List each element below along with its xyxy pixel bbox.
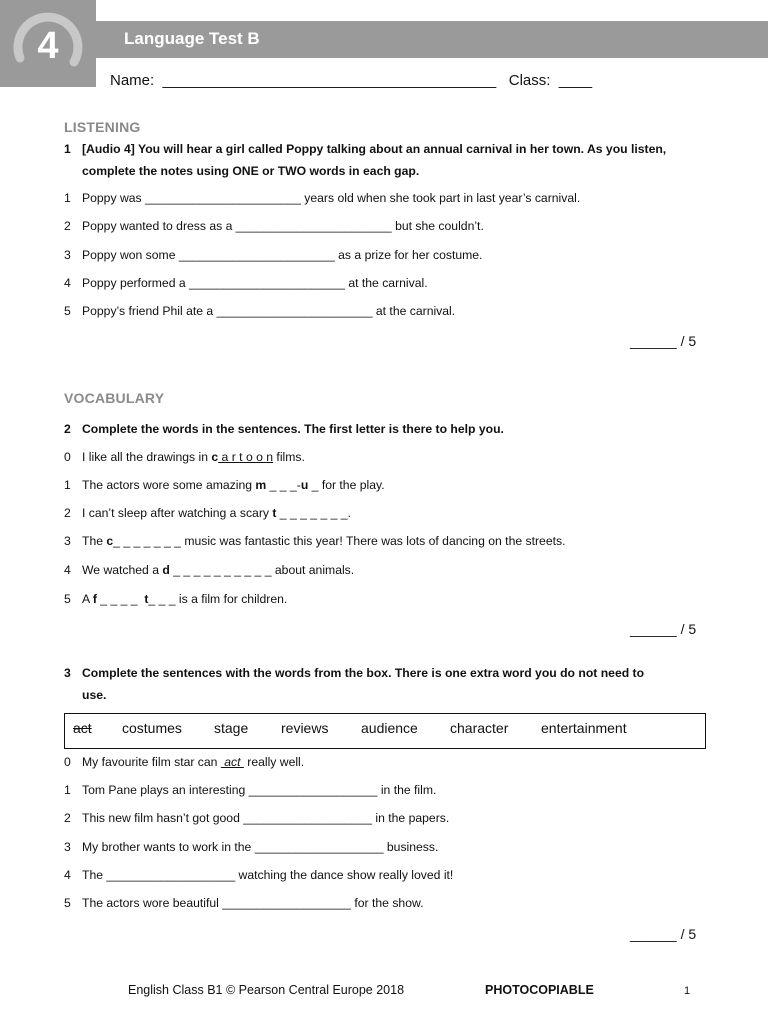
list-item bbox=[64, 450, 305, 464]
name-field[interactable]: ________________________________________ bbox=[162, 72, 497, 89]
item-text: _ _ _ is a film for children. bbox=[148, 592, 288, 606]
box-word: costumes bbox=[122, 720, 182, 736]
list-item bbox=[64, 840, 438, 854]
list-item bbox=[64, 868, 453, 882]
listening-instruction bbox=[64, 138, 714, 182]
name-line bbox=[110, 72, 592, 89]
box-word: audience bbox=[361, 720, 418, 736]
item-number: 1 bbox=[64, 478, 71, 492]
example-answer: a r t o o n bbox=[218, 450, 274, 464]
list-item bbox=[64, 276, 428, 290]
item-text: My brother wants to work in the ___________________ business. bbox=[82, 840, 439, 854]
item-text: Poppy won some _______________________ as a prize for her costume. bbox=[82, 248, 483, 262]
list-item bbox=[64, 534, 565, 548]
listening-title: LISTENING bbox=[64, 119, 141, 135]
box-word: reviews bbox=[281, 720, 329, 736]
listening-score: ______ / 5 bbox=[630, 333, 697, 349]
item-number: 1 bbox=[64, 783, 71, 797]
box-word: stage bbox=[214, 720, 249, 736]
item-number: 4 bbox=[64, 276, 71, 290]
item-number: 0 bbox=[64, 755, 71, 769]
item-number: 5 bbox=[64, 896, 71, 910]
item-text: Poppy wanted to dress as a _______________________ but she couldn’t. bbox=[82, 219, 484, 233]
item-text: The bbox=[82, 534, 107, 548]
list-item bbox=[64, 478, 385, 492]
list-item bbox=[64, 592, 287, 606]
page-title: Language Test B bbox=[124, 29, 260, 48]
item-number: 5 bbox=[64, 592, 71, 606]
box-word: act bbox=[73, 720, 92, 736]
name-label: Name: bbox=[110, 72, 155, 89]
blank: _ _ _- bbox=[266, 478, 301, 492]
exercise-number: 1 bbox=[64, 142, 71, 156]
header-bar bbox=[96, 21, 768, 58]
item-number: 2 bbox=[64, 506, 71, 520]
first-letter: d bbox=[162, 563, 170, 577]
first-letter: t bbox=[272, 506, 277, 520]
item-text: This new film hasn’t got good ___________________ in the papers. bbox=[82, 811, 450, 825]
item-number: 4 bbox=[64, 868, 71, 882]
blank: _ _ _ _ bbox=[96, 592, 145, 606]
list-item bbox=[64, 219, 484, 233]
item-text: The actors wore some amazing bbox=[82, 478, 256, 492]
item-number: 2 bbox=[64, 219, 71, 233]
item-text: Poppy’s friend Phil ate a _______________________ at the carnival. bbox=[82, 304, 456, 318]
item-text: I like all the drawings in bbox=[82, 450, 212, 464]
item-number: 0 bbox=[64, 450, 71, 464]
exercise-number: 3 bbox=[64, 666, 71, 680]
instruction-text: Complete the words in the sentences. The first letter is there to help you. bbox=[82, 422, 504, 436]
page-number: 1 bbox=[684, 985, 691, 997]
list-item bbox=[64, 896, 424, 910]
instruction-line-2: use. bbox=[82, 688, 107, 702]
item-number: 3 bbox=[64, 248, 71, 262]
circle-arc-icon bbox=[0, 0, 96, 87]
item-text: Tom Pane plays an interesting ___________________ in the film. bbox=[82, 783, 437, 797]
word-box bbox=[64, 713, 706, 749]
box-word: entertainment bbox=[541, 720, 627, 736]
exercise-3-instruction bbox=[64, 662, 724, 706]
list-item bbox=[64, 304, 455, 318]
class-field[interactable]: ____ bbox=[558, 72, 593, 89]
item-number: 2 bbox=[64, 811, 71, 825]
first-letter: f bbox=[92, 592, 97, 606]
item-text: Poppy was _______________________ years old when she took part in last year’s carnival. bbox=[82, 191, 581, 205]
item-text: The ___________________ watching the dance show really loved it! bbox=[82, 868, 454, 882]
item-text: The actors wore beautiful ___________________ for the show. bbox=[82, 896, 424, 910]
given-letter: t bbox=[144, 592, 149, 606]
item-number: 3 bbox=[64, 534, 71, 548]
item-number: 4 bbox=[64, 563, 71, 577]
instruction-line-1: [Audio 4] You will hear a girl called Poppy talking about an annual carnival in her town. As you listen, bbox=[82, 142, 667, 156]
example-answer: act bbox=[220, 755, 244, 769]
list-item bbox=[64, 783, 436, 797]
exercise-2-instruction bbox=[64, 418, 504, 440]
item-number: 5 bbox=[64, 304, 71, 318]
instruction-line-2: complete the notes using ONE or TWO words in each gap. bbox=[82, 164, 420, 178]
exercise-2-score: ______ / 5 bbox=[630, 621, 697, 637]
unit-badge bbox=[0, 0, 96, 87]
exercise-number: 2 bbox=[64, 422, 71, 436]
item-text: My favourite film star can bbox=[82, 755, 221, 769]
first-letter: c bbox=[106, 534, 114, 548]
first-letter: c bbox=[211, 450, 219, 464]
list-item bbox=[64, 811, 449, 825]
list-item bbox=[64, 191, 580, 205]
item-text: _ _ _ _ _ _ _ music was fantastic this year! There was lots of dancing on the streets. bbox=[113, 534, 566, 548]
footer-copyright: English Class B1 © Pearson Central Europe 2018 bbox=[128, 983, 405, 997]
footer-photocopiable: PHOTOCOPIABLE bbox=[485, 983, 594, 997]
item-text: I can’t sleep after watching a scary bbox=[82, 506, 273, 520]
item-text: _ _ _ _ _ _ _. bbox=[276, 506, 351, 520]
instruction-line-1: Complete the sentences with the words from the box. There is one extra word you do not need to bbox=[82, 666, 645, 680]
item-text: really well. bbox=[243, 755, 305, 769]
item-number: 1 bbox=[64, 191, 71, 205]
exercise-3-score: ______ / 5 bbox=[630, 926, 697, 942]
item-text: _ _ _ _ _ _ _ _ _ _ about animals. bbox=[169, 563, 355, 577]
first-letter: m bbox=[255, 478, 267, 492]
list-item bbox=[64, 755, 304, 769]
list-item bbox=[64, 506, 351, 520]
given-letter: u bbox=[300, 478, 309, 492]
class-label: Class: bbox=[508, 72, 551, 89]
box-word: character bbox=[450, 720, 509, 736]
list-item bbox=[64, 563, 354, 577]
item-text: We watched a bbox=[82, 563, 163, 577]
item-number: 3 bbox=[64, 840, 71, 854]
list-item bbox=[64, 248, 482, 262]
unit-number: 4 bbox=[37, 25, 59, 67]
vocabulary-title: VOCABULARY bbox=[64, 390, 165, 406]
item-text: _ for the play. bbox=[308, 478, 385, 492]
item-text: Poppy performed a _______________________ at the carnival. bbox=[82, 276, 428, 290]
item-text: A bbox=[82, 592, 93, 606]
item-text: films. bbox=[273, 450, 305, 464]
